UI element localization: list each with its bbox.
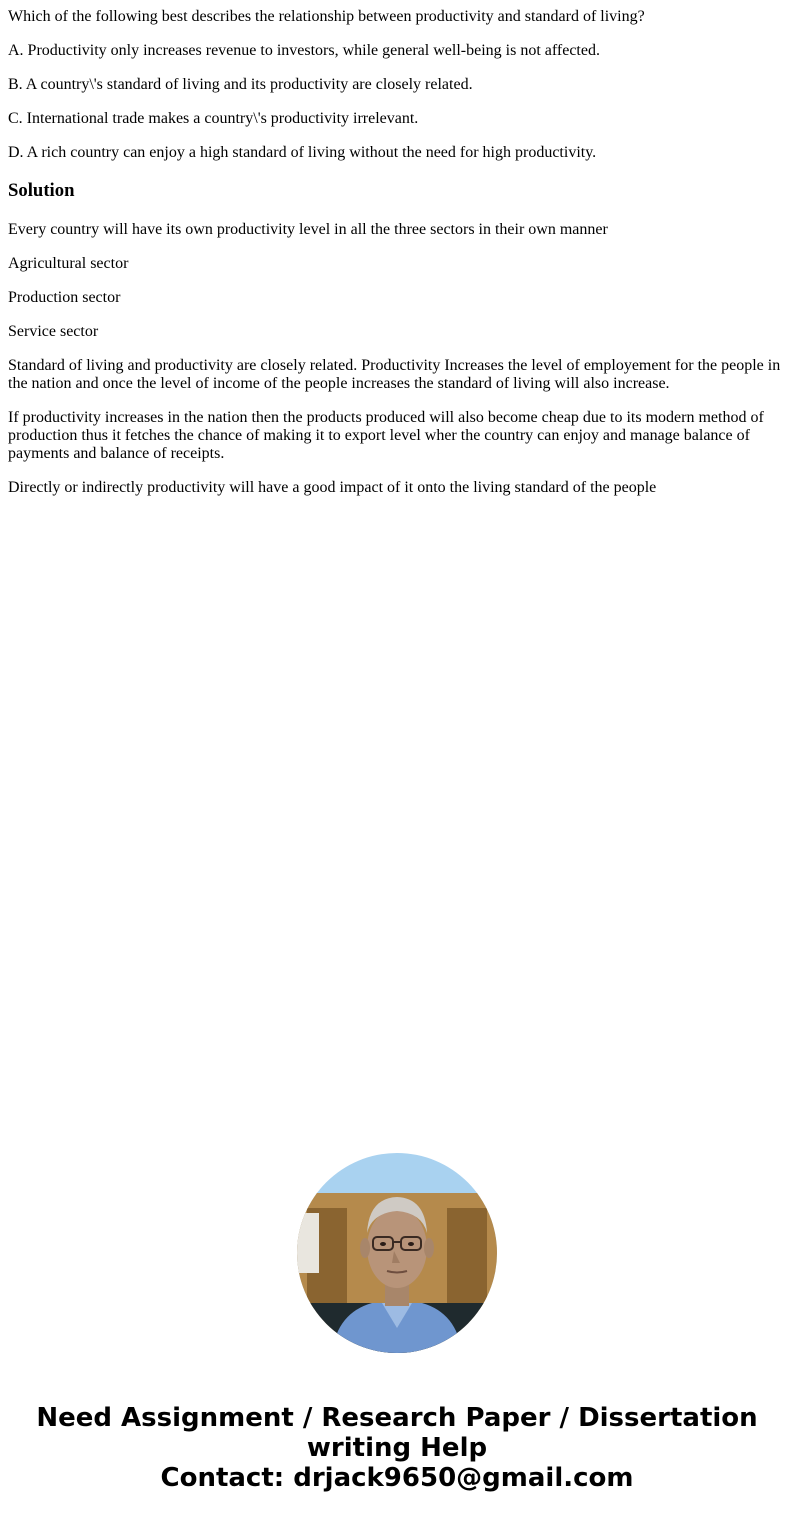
solution-heading: Solution (8, 180, 75, 201)
solution-paragraph: Standard of living and productivity are closely related. Productivity Increases the level of employement for the people in the nation and once the level of income of the people increases the standard of living will also increase. (8, 357, 781, 392)
option-c: C. International trade makes a country\'s productivity irrelevant. (8, 110, 419, 127)
option-a: A. Productivity only increases revenue to investors, while general well-being is not affected. (8, 42, 600, 59)
solution-paragraph: Production sector (8, 289, 121, 306)
promo-line-2: writing Help (306, 1433, 488, 1463)
solution-paragraph: Service sector (8, 323, 99, 340)
option-d: D. A rich country can enjoy a high standard of living without the need for high productivity. (8, 144, 597, 161)
avatar-illustration (297, 1153, 497, 1353)
solution-paragraph: Agricultural sector (8, 255, 129, 272)
promo-banner (0, 1403, 794, 1493)
option-b: B. A country\'s standard of living and its productivity are closely related. (8, 76, 473, 93)
solution-paragraph: Every country will have its own productivity level in all the three sectors in their own manner (8, 221, 608, 238)
solution-paragraph: Directly or indirectly productivity will have a good impact of it onto the living standard of the people (8, 479, 657, 496)
promo-contact: Contact: drjack9650@gmail.com (160, 1463, 634, 1493)
promo-line-1: Need Assignment / Research Paper / Dissertation (36, 1403, 758, 1433)
author-avatar (297, 1153, 497, 1353)
solution-paragraph: If productivity increases in the nation then the products produced will also become cheap due to its modern method of production thus it fetches the chance of making it to export level wher the country can enjoy and manage balance of payments and balance of receipts. (8, 409, 764, 462)
question-text: Which of the following best describes the relationship between productivity and standard of living? (8, 8, 645, 25)
